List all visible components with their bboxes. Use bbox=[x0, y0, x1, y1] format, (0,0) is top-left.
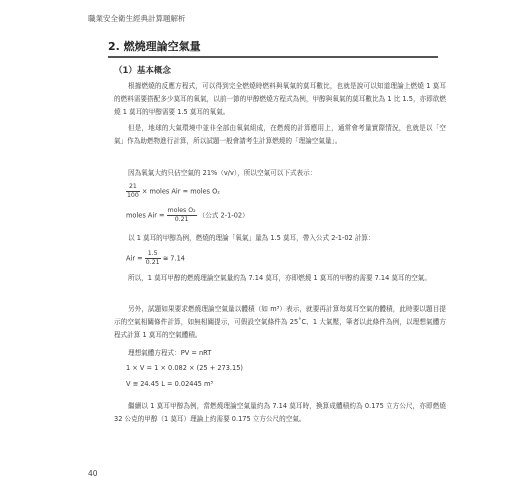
paragraph-air-conclusion: 所以，1 莫耳甲醇的燃燒理論空氣量約為 7.14 莫耳，亦即燃燒 1 莫耳的甲醇約需要 7.14 莫耳的空氣。 bbox=[128, 274, 431, 282]
paragraph-air-composition: 但是，地球的大氣環境中並非全部由氧氣組成，在燃燒的計算應用上，通常會考量實際情況，也就是以「空氣」作為助燃物進行計算，所以試題一般會請考生計算燃燒的「理論空氣量」。 bbox=[114, 124, 446, 145]
equation-lhs: Air = bbox=[126, 254, 143, 263]
equation-ideal-gas-calc: 1 × V = 1 × 0.082 × (25 + 273.15) bbox=[126, 364, 243, 372]
fraction bbox=[167, 207, 197, 224]
equation-moles-air bbox=[126, 207, 249, 224]
fraction-numerator: 1.5 bbox=[145, 250, 161, 259]
equation-air-result bbox=[126, 250, 185, 267]
running-header: 職業安全衛生經典計算題解析 bbox=[88, 14, 186, 23]
fraction-denominator: 0.21 bbox=[145, 259, 160, 266]
subsection-title: （1）基本概念 bbox=[114, 66, 171, 76]
paragraph-volume-conversion: 另外，試題如果要求燃燒理論空氣量以體積（如 m³）表示，就要再計算每莫耳空氣的體積，此時要以題目提示的空氣相關條件計算，如無相關提示，可假設空氣條件為 25˚C、1 大氣壓，筆者以此條件為例，以理想氣體方程式計算 1 莫耳的空氣體積。 bbox=[114, 305, 446, 339]
equation-lhs: moles Air = bbox=[126, 211, 165, 220]
paragraph-oxygen-ratio: 因為氧氣大約只佔空氣的 21%（v/v），所以空氣可以下式表示： bbox=[128, 169, 317, 177]
section-title: 2. 燃燒理論空氣量 bbox=[108, 40, 201, 53]
fraction-numerator: 21 bbox=[126, 183, 140, 192]
equation-oxygen-fraction bbox=[126, 183, 220, 200]
paragraph-basic-concept: 根據燃燒的反應方程式，可以得到完全燃燒時燃料與氧氣的莫耳數比，也就是說可以知道理論上燃燒 1 莫耳的燃料需要搭配多少莫耳的氧氣，以前一節的甲醇燃燒方程式為例，甲醇與氧氣的莫耳數比為 1 比 1.5，亦即欲燃燒 1 莫耳的甲醇需要 1.5 莫耳的氧氣。 bbox=[114, 82, 446, 116]
formula-reference: （公式 2-1-02） bbox=[198, 211, 249, 220]
equation-volume-result: V ≅ 24.45 L = 0.02445 m³ bbox=[126, 380, 214, 388]
fraction-numerator: moles O₂ bbox=[167, 207, 196, 214]
paragraph-ideal-gas: 理想氣體方程式：PV = nRT bbox=[128, 349, 212, 357]
equation-rest: × moles Air = moles O₂ bbox=[141, 187, 220, 196]
section-divider bbox=[108, 56, 438, 58]
fraction-denominator: 100 bbox=[127, 192, 139, 199]
paragraph-final-conclusion: 繼續以 1 莫耳甲醇為例，當燃燒理論空氣量約為 7.14 莫耳時，換算成體積約為 0.175 立方公尺，亦即燃燒 32 公克的甲醇（1 莫耳）理論上約需要 0.175 立方公尺的空氣。 bbox=[114, 402, 446, 423]
paragraph-methanol-example: 以 1 莫耳的甲醇為例，燃燒的理論「氧氣」量為 1.5 莫耳，帶入公式 2-1-02 計算： bbox=[128, 234, 375, 242]
page-number: 40 bbox=[88, 469, 98, 478]
equation-rest: ≅ 7.14 bbox=[162, 254, 185, 263]
fraction bbox=[145, 250, 161, 267]
fraction bbox=[126, 183, 140, 200]
fraction-denominator: 0.21 bbox=[174, 216, 189, 223]
